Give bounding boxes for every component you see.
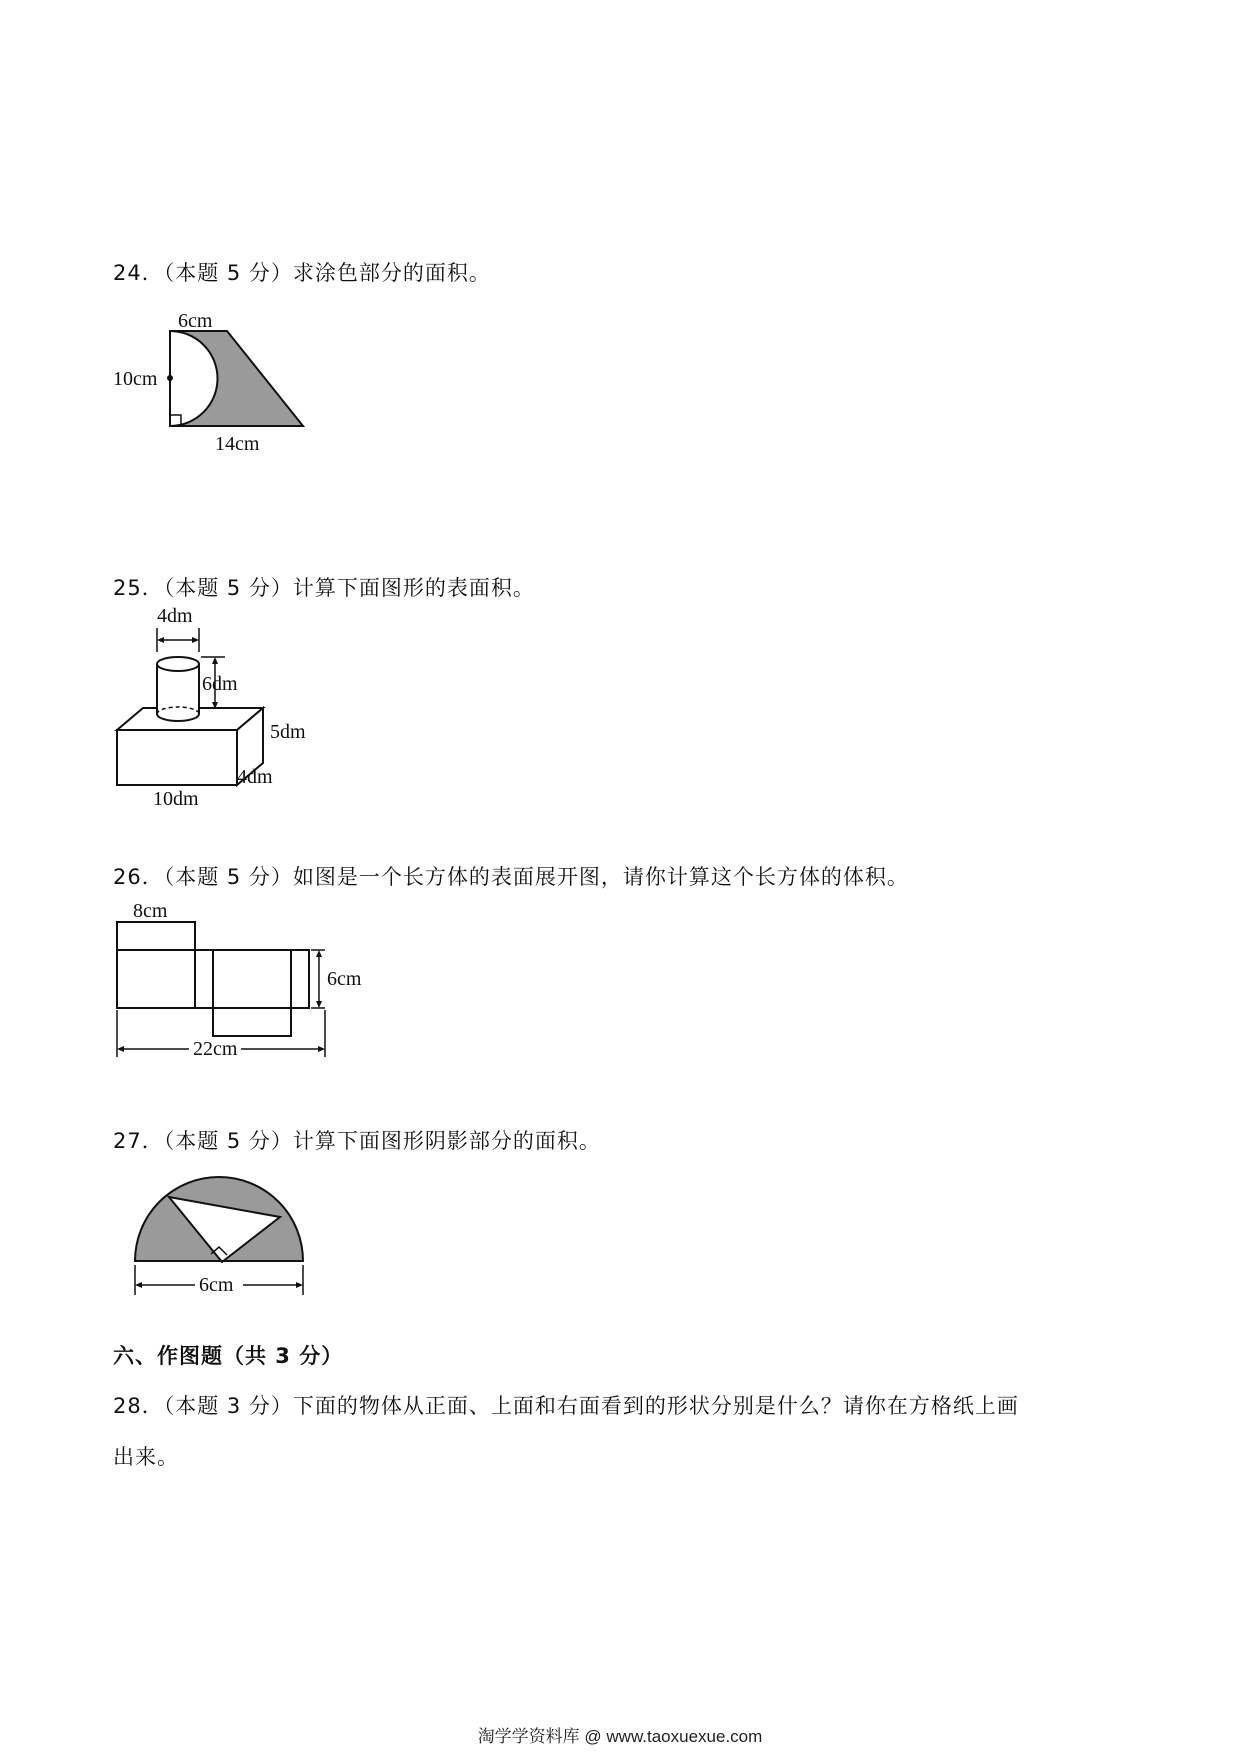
footer-source: 淘学学资料库 @ www.taoxuexue.com [477,1727,763,1746]
question-27-text: 27．（本题 5 分）计算下面图形阴影部分的面积。 [113,1129,601,1153]
question-24-figure [105,300,325,460]
q25-box-depth-label: 4dm [237,766,273,788]
section-heading: 六、作图题（共 3 分） [113,1344,344,1368]
q24-top-label: 6cm [178,310,213,332]
q25-diameter-label: 4dm [157,605,193,627]
q26-right-label: 6cm [327,968,362,990]
q25-box-height-label: 5dm [270,721,306,743]
question-27-figure [105,1165,325,1305]
question-26-text: 26．（本题 5 分）如图是一个长方体的表面展开图，请你计算这个长方体的体积。 [113,865,909,889]
question-25-text: 25．（本题 5 分）计算下面图形的表面积。 [113,576,535,600]
q26-bottom-label: 22cm [193,1038,238,1060]
q25-box-length-label: 10dm [153,788,199,810]
q25-cyl-height-label: 6dm [202,673,238,695]
question-26-figure [105,895,395,1075]
question-25-figure [105,600,345,810]
q26-top-label: 8cm [133,900,168,922]
question-28-line1: 28．（本题 3 分）下面的物体从正面、上面和右面看到的形状分别是什么？请你在方格纸上画 [113,1394,1019,1418]
question-24-text: 24．（本题 5 分）求涂色部分的面积。 [113,261,491,285]
q24-bottom-label: 14cm [215,433,260,455]
question-28-line2: 出来。 [113,1445,179,1469]
q27-bottom-label: 6cm [199,1274,234,1296]
q24-left-label: 10cm [113,368,158,390]
